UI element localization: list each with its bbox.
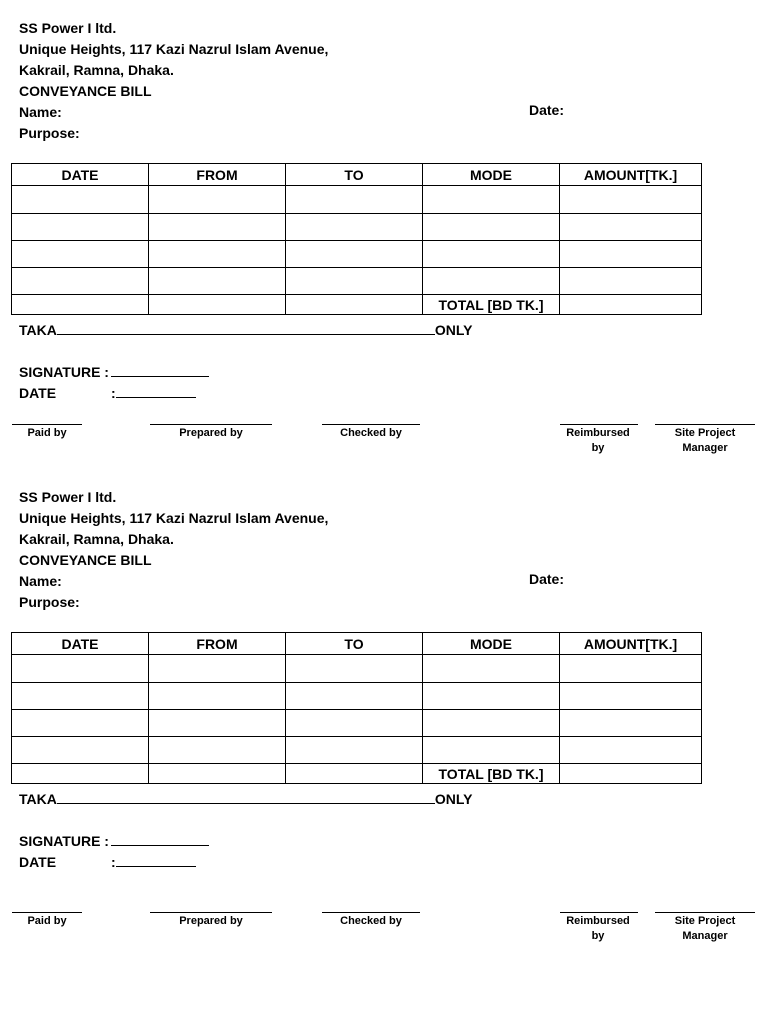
table-cell[interactable]: [423, 268, 560, 295]
taka-label: TAKA: [19, 322, 57, 338]
table-cell[interactable]: [286, 268, 423, 295]
table-cell[interactable]: [12, 655, 149, 683]
col-amount-header: AMOUNT[TK.]: [560, 164, 702, 186]
table-cell[interactable]: [286, 241, 423, 268]
table-row: [12, 737, 702, 764]
signature-blank[interactable]: [111, 831, 209, 846]
taka-amount-blank[interactable]: [57, 789, 435, 804]
signature-block: [19, 831, 209, 873]
site-project-manager-line: [655, 912, 755, 913]
table-cell[interactable]: [12, 214, 149, 241]
table-cell[interactable]: [12, 241, 149, 268]
table-header-row: [12, 633, 702, 655]
table-row: [12, 655, 702, 683]
prepared-by-caption: Prepared by: [179, 915, 243, 927]
bill-header: [19, 487, 328, 613]
taka-label: TAKA: [19, 791, 57, 807]
table-cell[interactable]: [12, 737, 149, 764]
date-label: Date:: [529, 571, 565, 587]
address-line-1: Unique Heights, 117 Kazi Nazrul Islam Avenue,: [19, 510, 329, 526]
purpose-label: Purpose:: [19, 125, 80, 141]
table-cell[interactable]: [560, 214, 702, 241]
taka-in-words-line: [19, 320, 472, 338]
signature-date-label: DATE: [19, 385, 57, 401]
table-cell[interactable]: [423, 655, 560, 683]
table-cell[interactable]: [149, 241, 286, 268]
table-cell[interactable]: [286, 737, 423, 764]
reimbursed-by-caption: [555, 914, 641, 944]
table-row: [12, 241, 702, 268]
site-project-manager-line: [655, 424, 755, 425]
table-row: [12, 186, 702, 214]
conveyance-bill-1: [0, 0, 768, 470]
table-cell[interactable]: [12, 268, 149, 295]
table-cell[interactable]: [149, 655, 286, 683]
col-to-header: TO: [286, 164, 423, 186]
total-amount-cell[interactable]: [560, 764, 702, 784]
table-cell[interactable]: [560, 655, 702, 683]
table-cell[interactable]: [560, 241, 702, 268]
table-cell[interactable]: [423, 737, 560, 764]
signature-date-colon: :: [111, 854, 116, 870]
address-line-2: Kakrail, Ramna, Dhaka.: [19, 62, 174, 78]
table-cell[interactable]: [12, 295, 149, 315]
bill-header: [19, 18, 328, 144]
taka-amount-blank[interactable]: [57, 320, 435, 335]
table-cell[interactable]: [12, 683, 149, 710]
conveyance-bill-2: [0, 469, 768, 942]
date-label: Date:: [529, 102, 565, 118]
table-row: [12, 268, 702, 295]
table-cell[interactable]: [12, 710, 149, 737]
manager-caption-line-1: Site Project: [674, 915, 736, 927]
company-name: SS Power I ltd.: [19, 20, 117, 36]
table-cell[interactable]: [560, 268, 702, 295]
taka-in-words-line: [19, 789, 472, 807]
table-row: [12, 214, 702, 241]
prepared-by-line: [150, 424, 272, 425]
paid-by-line: [12, 912, 82, 913]
reimbursed-by-line: [560, 424, 638, 425]
total-label: TOTAL [BD TK.]: [423, 764, 560, 784]
signature-date-blank[interactable]: [116, 383, 196, 398]
reimbursed-by-caption: [555, 426, 641, 456]
site-project-manager-caption: [655, 914, 755, 944]
signature-date-blank[interactable]: [116, 852, 196, 867]
document-title: CONVEYANCE BILL: [19, 83, 152, 99]
table-cell[interactable]: [149, 214, 286, 241]
only-label: ONLY: [434, 791, 473, 807]
table-cell[interactable]: [286, 214, 423, 241]
table-cell[interactable]: [12, 186, 149, 214]
col-date-header: DATE: [12, 633, 149, 655]
table-cell[interactable]: [286, 764, 423, 784]
expense-table: [11, 632, 702, 784]
address-line-2: Kakrail, Ramna, Dhaka.: [19, 531, 174, 547]
table-header-row: [12, 164, 702, 186]
reimbursed-by-line: [560, 912, 638, 913]
prepared-by-line: [150, 912, 272, 913]
table-cell[interactable]: [560, 683, 702, 710]
table-cell[interactable]: [149, 710, 286, 737]
total-row: [12, 295, 702, 315]
signature-date-label: DATE: [19, 854, 57, 870]
manager-caption-line-1: Site Project: [674, 427, 736, 439]
address-line-1: Unique Heights, 117 Kazi Nazrul Islam Avenue,: [19, 41, 329, 57]
col-amount-header: AMOUNT[TK.]: [560, 633, 702, 655]
expense-table: [11, 163, 702, 315]
table-cell[interactable]: [149, 295, 286, 315]
table-cell[interactable]: [423, 214, 560, 241]
signature-blank[interactable]: [111, 362, 209, 377]
checked-by-line: [322, 912, 420, 913]
table-cell[interactable]: [149, 737, 286, 764]
paid-by-line: [12, 424, 82, 425]
col-mode-header: MODE: [423, 164, 560, 186]
table-cell[interactable]: [286, 186, 423, 214]
table-row: [12, 710, 702, 737]
only-label: ONLY: [434, 322, 473, 338]
col-mode-header: MODE: [423, 633, 560, 655]
document-title: CONVEYANCE BILL: [19, 552, 152, 568]
table-cell[interactable]: [423, 710, 560, 737]
manager-caption-line-2: Manager: [682, 442, 728, 454]
manager-caption-line-2: Manager: [682, 930, 728, 942]
table-cell[interactable]: [149, 268, 286, 295]
signature-block: [19, 362, 209, 404]
table-cell[interactable]: [286, 295, 423, 315]
checked-by-caption: Checked by: [340, 427, 402, 439]
table-cell[interactable]: [149, 764, 286, 784]
table-cell[interactable]: [149, 186, 286, 214]
col-from-header: FROM: [149, 164, 286, 186]
site-project-manager-caption: [655, 426, 755, 456]
paid-by-caption: Paid by: [27, 427, 67, 439]
total-row: [12, 764, 702, 784]
table-cell[interactable]: [149, 683, 286, 710]
table-cell[interactable]: [560, 737, 702, 764]
table-cell[interactable]: [560, 186, 702, 214]
table-cell[interactable]: [423, 683, 560, 710]
name-label: Name:: [19, 104, 62, 120]
table-cell[interactable]: [286, 710, 423, 737]
prepared-by-caption: Prepared by: [179, 427, 243, 439]
purpose-label: Purpose:: [19, 594, 80, 610]
name-label: Name:: [19, 573, 62, 589]
total-amount-cell[interactable]: [560, 295, 702, 315]
table-cell[interactable]: [423, 186, 560, 214]
reimbursed-caption-line-1: Reimbursed: [566, 427, 630, 439]
checked-by-caption: Checked by: [340, 915, 402, 927]
signature-date-colon: :: [111, 385, 116, 401]
table-row: [12, 683, 702, 710]
table-cell[interactable]: [423, 241, 560, 268]
reimbursed-caption-line-2: by: [591, 442, 605, 454]
reimbursed-caption-line-1: Reimbursed: [566, 915, 630, 927]
reimbursed-caption-line-2: by: [591, 930, 605, 942]
col-to-header: TO: [286, 633, 423, 655]
company-name: SS Power I ltd.: [19, 489, 117, 505]
signature-label: SIGNATURE :: [19, 833, 109, 849]
paid-by-caption: Paid by: [27, 915, 67, 927]
table-cell[interactable]: [560, 710, 702, 737]
total-label: TOTAL [BD TK.]: [423, 295, 560, 315]
col-date-header: DATE: [12, 164, 149, 186]
table-cell[interactable]: [286, 683, 423, 710]
checked-by-line: [322, 424, 420, 425]
table-cell[interactable]: [12, 764, 149, 784]
col-from-header: FROM: [149, 633, 286, 655]
table-cell[interactable]: [286, 655, 423, 683]
signature-label: SIGNATURE :: [19, 364, 109, 380]
